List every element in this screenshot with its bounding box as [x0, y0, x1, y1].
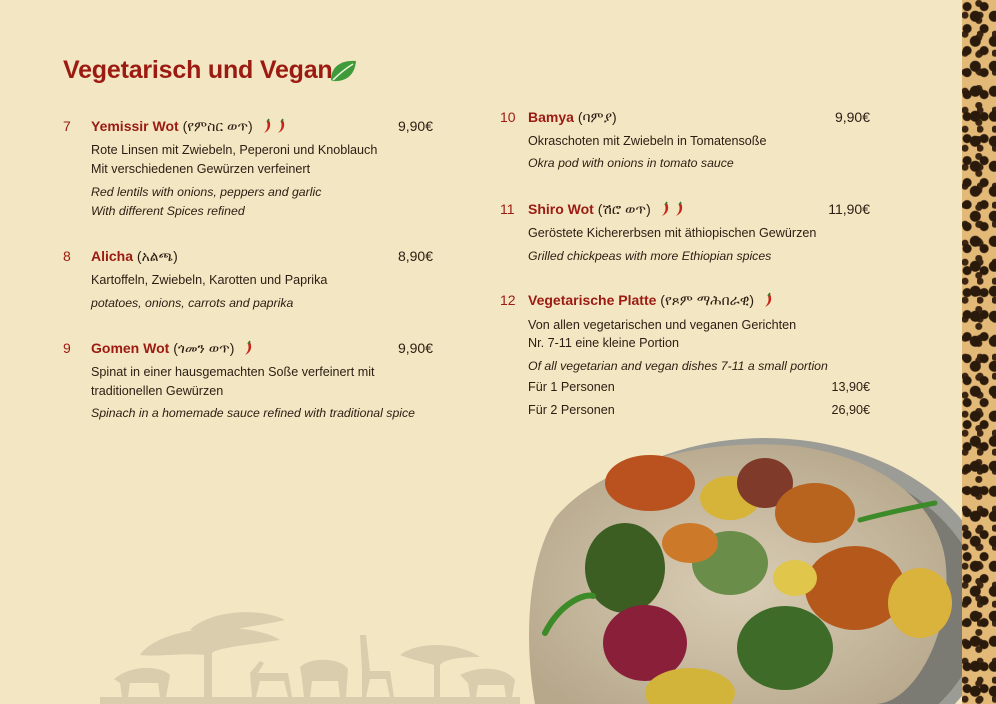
chili-icon: [274, 118, 288, 134]
menu-item-7: [63, 118, 433, 228]
savanna-silhouette-illustration: [100, 585, 520, 704]
item-price: 11,90€: [828, 201, 870, 217]
size-label: Für 2 Personen: [528, 403, 615, 417]
menu-item-8: [63, 248, 433, 312]
menu-item-11: [500, 201, 870, 265]
item-description-en: Grilled chickpeas with more Ethiopian spices: [528, 249, 772, 263]
menu-item-9: [63, 340, 433, 430]
size-label: Für 1 Personen: [528, 380, 615, 394]
item-price: 9,90€: [397, 340, 433, 356]
item-price: 9,90€: [397, 118, 433, 134]
item-number: 7: [63, 118, 71, 134]
item-description-en: potatoes, onions, carrots and paprika: [91, 296, 294, 310]
menu-item-10: [500, 109, 870, 173]
size-option-1: [528, 380, 870, 394]
chili-icon: [658, 201, 672, 217]
item-description-de: Okraschoten mit Zwiebeln in Tomatensoße: [528, 134, 767, 148]
item-name: Shiro Wot (ሽሮ ወጥ): [528, 201, 686, 218]
item-description-en: Okra pod with onions in tomato sauce: [528, 156, 734, 170]
item-number: 10: [500, 109, 516, 125]
item-number: 8: [63, 248, 71, 264]
chili-icon: [260, 118, 274, 134]
item-price: 8,90€: [397, 248, 433, 264]
item-number: 12: [500, 292, 516, 308]
item-amharic: (ባምያ): [577, 109, 617, 125]
item-description-en: Spinach in a homemade sauce refined with traditional spice: [91, 406, 416, 420]
item-description-de: Rote Linsen mit Zwiebeln, Peperoni und Knoblauch: [91, 143, 378, 157]
item-amharic: (ሽሮ ወጥ): [597, 201, 651, 217]
item-name: Yemissir Wot (የምስር ወጥ): [91, 118, 288, 135]
leopard-print-border: [962, 0, 996, 704]
vegetarian-platter-photo: [515, 428, 962, 704]
item-description-de: Mit verschiedenen Gewürzen verfeinert: [91, 162, 311, 176]
item-amharic: (የምስር ወጥ): [182, 118, 253, 134]
item-amharic: (የጾም ማሕበራዊ): [660, 292, 755, 308]
item-description-en: With different Spices refined: [91, 204, 245, 218]
item-description-de: Von allen vegetarischen und veganen Gerichten: [528, 318, 797, 332]
item-number: 9: [63, 340, 71, 356]
chili-icon: [761, 292, 775, 308]
item-price: 9,90€: [834, 109, 870, 125]
item-description-de: Geröstete Kichererbsen mit äthiopischen Gewürzen: [528, 226, 817, 240]
leaf-icon: [328, 58, 358, 84]
chili-icon: [672, 201, 686, 217]
item-description-de: Spinat in einer hausgemachten Soße verfeinert mit: [91, 365, 375, 379]
item-name: Vegetarische Platte (የጾም ማሕበራዊ): [528, 292, 775, 309]
page-title: Vegetarisch und Vegan: [63, 56, 333, 84]
item-amharic: (ጎመን ወጥ): [173, 340, 235, 356]
item-name: Bamya (ባምያ): [528, 109, 617, 125]
size-price: 26,90€: [831, 403, 870, 417]
item-description-de: Nr. 7-11 eine kleine Portion: [528, 336, 679, 350]
size-price: 13,90€: [831, 380, 870, 394]
size-option-2: [528, 403, 870, 417]
item-amharic: (አልጫ): [136, 248, 178, 264]
item-description-en: Of all vegetarian and vegan dishes 7-11 a small portion: [528, 359, 828, 373]
item-description-en: Red lentils with onions, peppers and garlic: [91, 185, 322, 199]
menu-item-12: [500, 292, 870, 422]
item-name: Gomen Wot (ጎመን ወጥ): [91, 340, 255, 357]
item-description-de: Kartoffeln, Zwiebeln, Karotten und Paprika: [91, 273, 328, 287]
item-number: 11: [500, 201, 515, 217]
item-description-de: traditionellen Gewürzen: [91, 384, 224, 398]
chili-icon: [241, 340, 255, 356]
item-name: Alicha (አልጫ): [91, 248, 178, 264]
